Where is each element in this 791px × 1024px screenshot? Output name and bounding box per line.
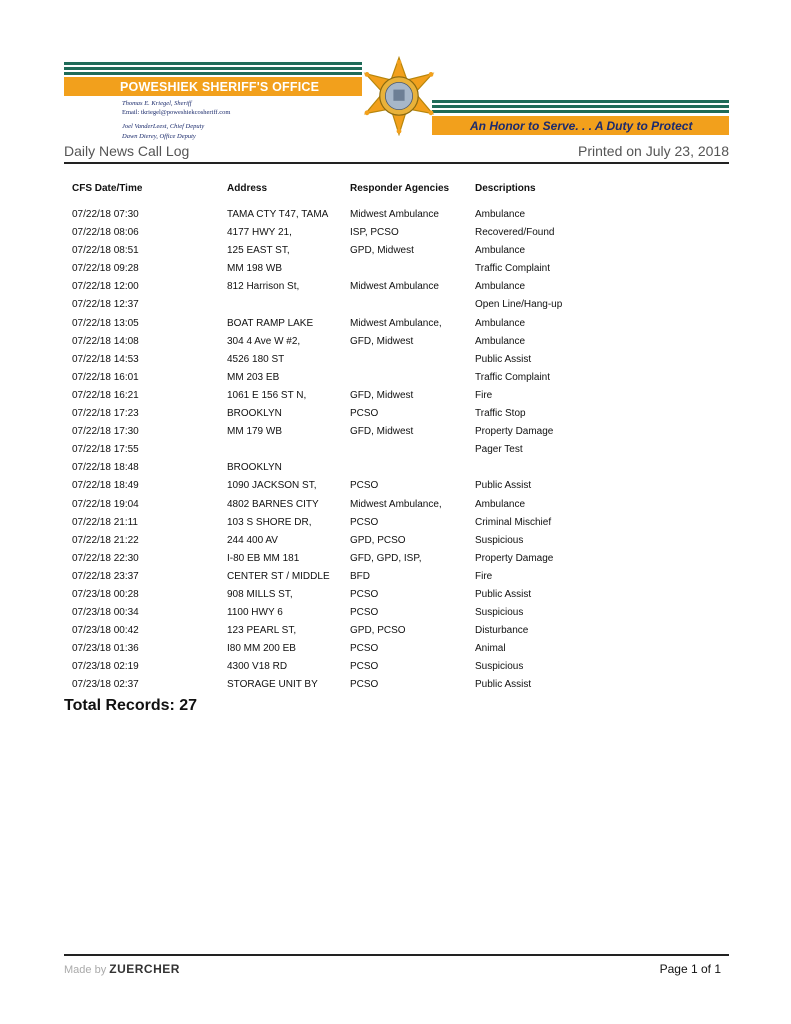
cell-agencies: GFD, GPD, ISP, xyxy=(350,552,422,564)
cell-description: Suspicious xyxy=(475,661,524,673)
cell-datetime: 07/22/18 12:37 xyxy=(72,299,139,311)
cell-datetime: 07/23/18 02:19 xyxy=(72,661,139,673)
cell-datetime: 07/22/18 19:04 xyxy=(72,498,139,510)
letterhead-stripes-left xyxy=(64,62,362,76)
cell-datetime: 07/22/18 18:48 xyxy=(72,462,139,474)
table-row xyxy=(0,587,791,605)
cell-agencies: PCSO xyxy=(350,607,379,619)
cell-description: Recovered/Found xyxy=(475,227,555,239)
cell-description: Fire xyxy=(475,389,493,401)
cell-description: Ambulance xyxy=(475,209,526,220)
cell-address: 1061 E 156 ST N, xyxy=(227,389,307,401)
cell-address: 1090 JACKSON ST, xyxy=(227,480,317,492)
table-row xyxy=(0,442,791,460)
cell-address: 4802 BARNES CITY xyxy=(227,498,319,510)
call-log-table xyxy=(0,207,791,696)
cell-address: STORAGE UNIT BY xyxy=(227,679,318,691)
cell-agencies: ISP, PCSO xyxy=(350,227,399,239)
cell-address: BOAT RAMP LAKE xyxy=(227,317,314,329)
cell-description: Traffic Stop xyxy=(475,408,526,420)
cell-description: Animal xyxy=(475,643,506,655)
staff-line: Thomas E. Kriegel, Sheriff xyxy=(122,100,192,107)
cell-datetime: 07/23/18 00:34 xyxy=(72,607,139,619)
cell-datetime: 07/22/18 14:53 xyxy=(72,353,139,365)
cell-datetime: 07/22/18 13:05 xyxy=(72,317,139,329)
cell-agencies: PCSO xyxy=(350,588,379,600)
cell-description: Ambulance xyxy=(475,335,526,347)
cell-address: BROOKLYN xyxy=(227,408,282,420)
cell-description: Public Assist xyxy=(475,353,532,365)
divider xyxy=(64,162,729,164)
cell-description: Property Damage xyxy=(475,426,554,438)
cell-agencies: GFD, Midwest xyxy=(350,389,414,401)
cell-datetime: 07/22/18 09:28 xyxy=(72,263,139,275)
table-row xyxy=(0,478,791,496)
table-row xyxy=(0,460,791,478)
cell-description: Ambulance xyxy=(475,498,526,510)
cell-datetime: 07/22/18 08:06 xyxy=(72,227,139,239)
cell-description: Suspicious xyxy=(475,607,524,619)
made-by xyxy=(64,962,180,976)
cell-datetime: 07/22/18 17:23 xyxy=(72,408,139,420)
cell-description: Criminal Mischief xyxy=(475,516,552,528)
cell-description: Traffic Complaint xyxy=(475,263,551,275)
cell-datetime: 07/22/18 21:22 xyxy=(72,534,139,546)
cell-address: 103 S SHORE DR, xyxy=(227,516,312,528)
table-row xyxy=(0,243,791,261)
cell-datetime: 07/22/18 21:11 xyxy=(72,516,138,528)
cell-description: Ambulance xyxy=(475,245,526,257)
cell-datetime: 07/22/18 22:30 xyxy=(72,552,139,564)
cell-datetime: 07/23/18 01:36 xyxy=(72,643,139,655)
cell-address: MM 198 WB xyxy=(227,263,283,275)
cell-datetime: 07/23/18 02:37 xyxy=(72,679,139,691)
cell-description: Traffic Complaint xyxy=(475,371,551,383)
cell-agencies: PCSO xyxy=(350,643,379,655)
cell-description: Ambulance xyxy=(475,317,526,329)
cell-description: Suspicious xyxy=(475,534,524,546)
table-row xyxy=(0,207,791,225)
cell-address: 304 4 Ave W #2, xyxy=(227,335,301,347)
cell-datetime: 07/22/18 16:01 xyxy=(72,371,139,383)
cell-datetime: 07/22/18 14:08 xyxy=(72,335,139,347)
cell-datetime: 07/22/18 16:21 xyxy=(72,389,139,401)
table-row xyxy=(0,370,791,388)
table-row xyxy=(0,623,791,641)
table-row xyxy=(0,352,791,370)
cell-agencies: GPD, PCSO xyxy=(350,625,406,637)
cell-description: Property Damage xyxy=(475,552,554,564)
table-row xyxy=(0,551,791,569)
cell-datetime: 07/23/18 00:28 xyxy=(72,588,139,600)
cell-datetime: 07/22/18 12:00 xyxy=(72,281,139,293)
cell-address: BROOKLYN xyxy=(227,462,282,474)
cell-agencies: GPD, PCSO xyxy=(350,534,406,546)
cell-address: 123 PEARL ST, xyxy=(227,625,297,637)
letterhead-stripes-right xyxy=(432,100,729,114)
office-name: POWESHIEK SHERIFF'S OFFICE xyxy=(120,80,320,94)
brand-logo: ZUERCHER xyxy=(109,962,180,976)
page-number: Page 1 of 1 xyxy=(659,962,721,976)
cell-description: Public Assist xyxy=(475,679,532,691)
cell-agencies: PCSO xyxy=(350,480,379,492)
cell-address: 244 400 AV xyxy=(227,534,278,546)
sheriff-star-icon xyxy=(359,56,439,136)
staff-line: Dawn Dierey, Office Deputy xyxy=(122,133,196,140)
cell-address: 125 EAST ST, xyxy=(227,245,290,257)
cell-agencies: Midwest Ambulance, xyxy=(350,317,442,329)
cell-agencies: Midwest Ambulance xyxy=(350,281,439,293)
cell-agencies: Midwest Ambulance, xyxy=(350,498,442,510)
made-by-label: Made by xyxy=(64,964,107,976)
cell-datetime: 07/22/18 17:30 xyxy=(72,426,139,438)
table-row xyxy=(0,388,791,406)
cell-description: Open Line/Hang-up xyxy=(475,299,563,311)
cell-description: Ambulance xyxy=(475,281,526,293)
total-records: Total Records: 27 xyxy=(64,697,198,714)
cell-address: 1100 HWY 6 xyxy=(227,607,283,619)
cell-datetime: 07/22/18 17:55 xyxy=(72,444,139,456)
cell-agencies: GPD, Midwest xyxy=(350,245,414,257)
cell-description: Pager Test xyxy=(475,444,523,456)
cell-agencies: PCSO xyxy=(350,661,379,673)
column-header-agencies: Responder Agencies xyxy=(350,183,450,194)
staff-line: Joel VanderLeest, Chief Deputy xyxy=(122,123,205,130)
motto: An Honor to Serve. . . A Duty to Protect xyxy=(470,119,693,133)
table-row xyxy=(0,533,791,551)
table-row xyxy=(0,297,791,315)
cell-address: I-80 EB MM 181 xyxy=(227,552,300,564)
cell-description: Fire xyxy=(475,570,493,582)
table-row xyxy=(0,334,791,352)
cell-address: TAMA CTY T47, TAMA xyxy=(227,209,329,220)
column-header-description: Descriptions xyxy=(475,183,536,194)
table-row xyxy=(0,605,791,623)
cell-description: Disturbance xyxy=(475,625,529,637)
cell-address: 4300 V18 RD xyxy=(227,661,288,673)
cell-agencies: Midwest Ambulance xyxy=(350,209,439,220)
cell-address: I80 MM 200 EB xyxy=(227,643,296,655)
cell-address: 4177 HWY 21, xyxy=(227,227,292,239)
cell-address: 908 MILLS ST, xyxy=(227,588,293,600)
cell-datetime: 07/23/18 00:42 xyxy=(72,625,139,637)
table-row xyxy=(0,677,791,695)
divider xyxy=(64,954,729,956)
cell-address: MM 179 WB xyxy=(227,426,283,438)
report-title-row xyxy=(64,143,729,161)
cell-address: 4526 180 ST xyxy=(227,353,285,365)
cell-description: Public Assist xyxy=(475,588,532,600)
cell-agencies: GFD, Midwest xyxy=(350,426,414,438)
cell-agencies: PCSO xyxy=(350,679,379,691)
table-row xyxy=(0,279,791,297)
table-row xyxy=(0,659,791,677)
table-row xyxy=(0,225,791,243)
column-header-datetime: CFS Date/Time xyxy=(72,183,143,194)
report-title: Daily News Call Log xyxy=(64,143,190,159)
printed-date: Printed on July 23, 2018 xyxy=(578,143,729,159)
table-row xyxy=(0,406,791,424)
table-row xyxy=(0,641,791,659)
cell-description: Public Assist xyxy=(475,480,532,492)
cell-datetime: 07/22/18 08:51 xyxy=(72,245,139,257)
cell-address: CENTER ST / MIDDLE xyxy=(227,570,330,582)
table-row xyxy=(0,424,791,442)
cell-agencies: BFD xyxy=(350,570,370,582)
table-row xyxy=(0,316,791,334)
table-row xyxy=(0,569,791,587)
cell-datetime: 07/22/18 23:37 xyxy=(72,570,139,582)
cell-datetime: 07/22/18 07:30 xyxy=(72,209,139,220)
cell-agencies: GFD, Midwest xyxy=(350,335,414,347)
table-row xyxy=(0,261,791,279)
table-row xyxy=(0,497,791,515)
cell-agencies: PCSO xyxy=(350,516,379,528)
cell-agencies: PCSO xyxy=(350,408,379,420)
staff-line: Email: tkriegel@poweshiekcosheriff.com xyxy=(122,109,231,116)
cell-datetime: 07/22/18 18:49 xyxy=(72,480,139,492)
table-row xyxy=(0,515,791,533)
column-header-address: Address xyxy=(227,183,268,194)
cell-address: MM 203 EB xyxy=(227,371,280,383)
cell-address: 812 Harrison St, xyxy=(227,281,300,293)
